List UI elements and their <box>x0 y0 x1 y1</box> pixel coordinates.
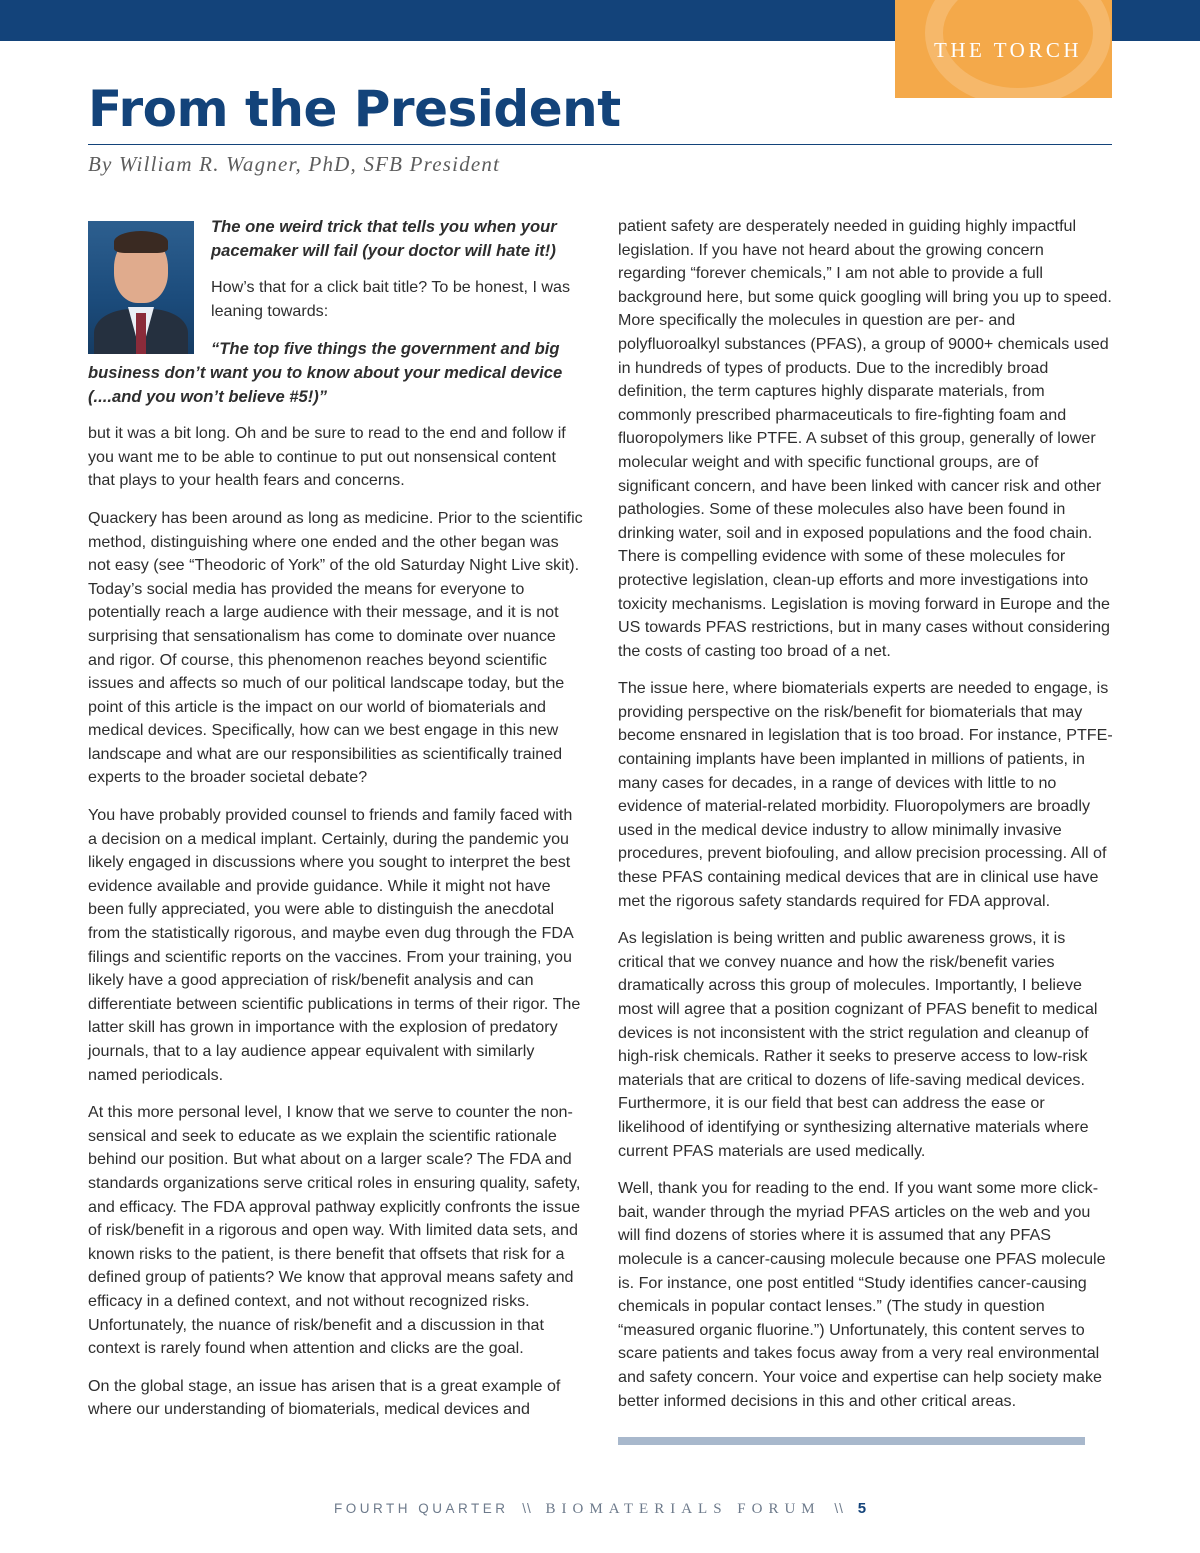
article-end-bar <box>618 1437 1085 1445</box>
title-divider <box>88 144 1112 145</box>
page-footer <box>0 1500 1200 1518</box>
footer-issue: FOURTH QUARTER <box>333 1501 509 1516</box>
paragraph: The issue here, where biomaterials experts are needed to engage, is providing perspective on the risk/benefit for biomaterials that may become ensnared in legislation that is too broad. For instance, PTFE-containing implants have been implanted in millions of patients, in many cases for decades, in a range of devices with little to no evidence of material-related morbidity. Fluoropolymers are broadly used in the medical device industry to allow minimally invasive procedures, prevent biofouling, and allow precision processing. All of these PFAS containing medical devices that are in clinical use have met the rigorous safety standards required for FDA approval. <box>618 679 1113 910</box>
article-column-right <box>618 215 1114 1427</box>
paragraph: On the global stage, an issue has arisen that is a great example of where our understanding of biomaterials, medical devices and <box>88 1376 561 1419</box>
article-column-left <box>88 215 584 1436</box>
byline: By William R. Wagner, PhD, SFB President <box>88 152 501 176</box>
paragraph: Well, thank you for reading to the end. If you want some more click-bait, wander through the myriad PFAS articles on the web and you will find dozens of stories where it is assumed that any PFAS molecule is a cancer-causing molecule because one PFAS molecule is. For instance, one post entitled “Study identifies cancer-causing chemicals in popular contact lenses.” (The study in question “measured organic fluorine.”) Unfortunately, this content serves to scare patients and takes focus away from a very real environmental and safety concern. Your voice and expertise can help society make better informed decisions in this and other critical areas. <box>618 1179 1106 1410</box>
footer-separator: \\ <box>834 1501 844 1516</box>
paragraph: but it was a bit long. Oh and be sure to read to the end and follow if you want me to be able to continue to put out nonsensical content that plays to your health fears and concerns. <box>88 424 566 490</box>
paragraph: At this more personal level, I know that we serve to counter the non-sensical and seek to educate as we explain the scientific rationale behind our position. But what about on a larger scale? The FDA and standards organizations serve critical roles in ensuring quality, safety, and efficacy. The FDA approval pathway explicitly confronts the issue of risk/benefit in a rigorous and open way. With limited data sets, and known risks to the patient, is there benefit that offsets that risk for a defined group of patients? We know that approval means safety and efficacy in a defined context, and not without recognized risks. Unfortunately, the nuance of risk/benefit and a discussion in that context is rarely found when attention and clicks are the goal. <box>88 1103 581 1358</box>
section-label: THE TORCH <box>934 38 1082 62</box>
paragraph: You have probably provided counsel to friends and family faced with a decision on a medical implant. Certainly, during the pandemic you likely engaged in discussions where you sought to interpret the best evidence available and provide guidance. While it might not have been fully appreciated, you were able to distinguish the anecdotal from the statistically rigorous, and maybe even dug through the FDA filings and scientific reports on the vaccines. From your training, you likely have a good appreciation of risk/benefit analysis and can differentiate between scientific publications in terms of their rigor. The latter skill has grown in importance with the explosion of predatory journals, that to a lay audience appear equivalent with similarly named periodicals. <box>88 806 581 1084</box>
paragraph: Quackery has been around as long as medicine. Prior to the scientific method, distinguishing where one ended and the other began was not easy (see “Theodoric of York” of the old Saturday Night Live skit). Today’s social media has provided the means for everyone to potentially reach a large audience with their message, and it is not surprising that sensationalism has come to dominate over nuance and rigor. Of course, this phenomenon reaches beyond scientific issues and affects so much of our political landscape today, but the point of this article is the impact on our world of biomaterials and medical devices. Specifically, how can we best engage in this new landscape and what are our responsibilities as scientifically trained experts to the broader societal debate? <box>88 508 583 787</box>
footer-publication: BIOMATERIALS FORUM <box>545 1501 821 1517</box>
paragraph: As legislation is being written and public awareness grows, it is critical that we convey nuance and how the risk/benefit varies dramatically across this group of molecules. Importantly, I believe most will agree that a position cognizant of PFAS benefit to medical devices is not inconsistent with the strict regulation and cleanup of high-risk chemicals. Rather it seeks to preserve access to low-risk materials that are critical to dozens of life-saving medical devices. Furthermore, it is our field that best can address the ease or likelihood of identifying or synthesizing alternative materials where current PFAS materials are used medically. <box>618 929 1098 1160</box>
page-number: 5 <box>857 1500 867 1517</box>
lead-title: The one weird trick that tells you when your pacemaker will fail (your doctor will hate it!) <box>211 217 557 260</box>
pull-quote: “The top five things the government and big business don’t want you to know about your medical device (....and you won’t believe #5!)” <box>88 339 563 406</box>
paragraph: How’s that for a click bait title? To be honest, I was leaning towards: <box>211 278 571 320</box>
author-photo <box>88 221 194 354</box>
paragraph: patient safety are desperately needed in guiding highly impactful legislation. If you have not heard about the growing concern regarding “forever chemicals,” I am not able to provide a full background here, but some quick googling will bring you up to speed. More specifically the molecules in question are per- and polyfluoroalkyl substances (PFAS), a group of 9000+ chemicals used in hundreds of types of products. Due to the incredibly broad definition, the term captures highly disparate materials, from commonly prescribed pharmaceuticals to fire-fighting foam and fluoropolymers like PTFE. A subset of this group, generally of lower molecular weight and with specific functional groups, are of significant concern, and have been linked with cancer risk and other pathologies. Some of these molecules also have been found in drinking water, soil and in exposed populations and the food chain. There is compelling evidence with some of these molecules for protective legislation, clean-up efforts and more investigations into toxicity mechanisms. Legislation is moving forward in Europe and the US towards PFAS restrictions, but in many cases without considering the costs of casting too broad of a net. <box>618 217 1112 660</box>
page-title: From the President <box>88 80 621 138</box>
footer-separator: \\ <box>522 1501 532 1516</box>
section-tab <box>895 0 1112 98</box>
